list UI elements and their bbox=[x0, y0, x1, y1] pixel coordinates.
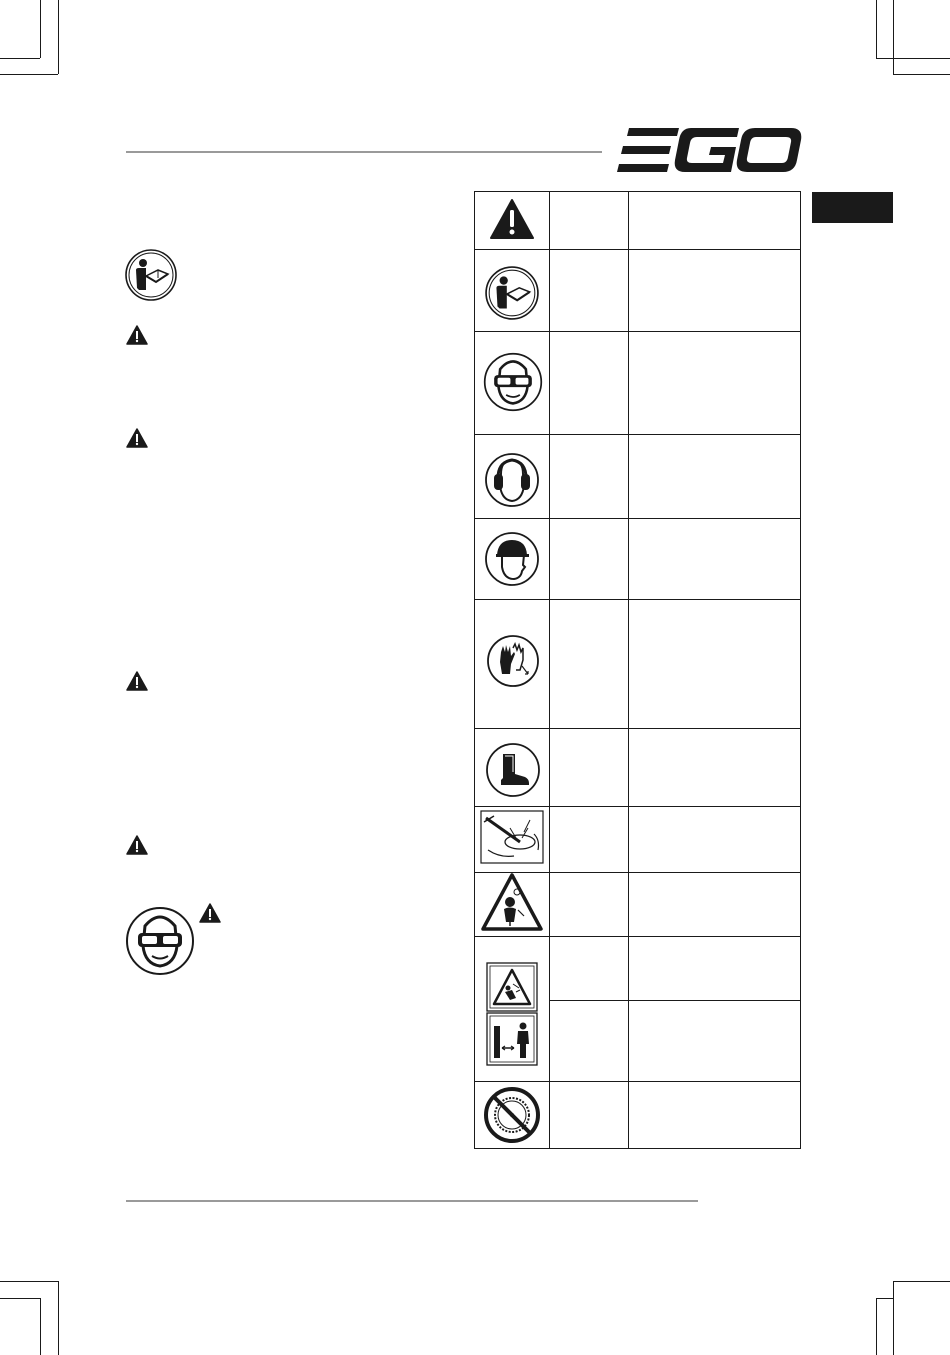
crop-mark bbox=[58, 1281, 59, 1355]
crop-mark bbox=[893, 1281, 950, 1282]
crop-mark bbox=[40, 1298, 41, 1355]
header-rule bbox=[126, 151, 602, 153]
gloves-icon bbox=[486, 634, 540, 688]
crop-mark bbox=[876, 0, 877, 58]
blade-rotation-icon bbox=[480, 810, 544, 864]
safety-boots-icon bbox=[485, 742, 541, 798]
keep-distance-icon bbox=[486, 1012, 538, 1066]
warning-triangle-icon bbox=[126, 325, 148, 345]
warning-triangle-icon bbox=[126, 671, 148, 691]
footer-rule bbox=[126, 1200, 698, 1202]
warning-triangle-icon bbox=[126, 835, 148, 855]
ear-protection-icon bbox=[484, 452, 540, 508]
crop-mark bbox=[0, 74, 58, 75]
flying-debris-icon bbox=[486, 962, 538, 1012]
crop-mark bbox=[0, 58, 40, 59]
thrown-objects-icon bbox=[480, 872, 544, 932]
crop-mark bbox=[893, 0, 894, 74]
no-saw-blade-icon bbox=[483, 1086, 541, 1144]
crop-mark bbox=[0, 1298, 40, 1299]
warning-triangle-icon bbox=[126, 428, 148, 448]
crop-mark bbox=[876, 1298, 877, 1355]
read-manual-icon bbox=[124, 248, 178, 302]
crop-mark bbox=[40, 0, 41, 58]
ego-logo bbox=[617, 128, 802, 172]
crop-mark bbox=[876, 58, 950, 59]
safety-alert-icon bbox=[489, 198, 535, 240]
crop-mark bbox=[58, 0, 59, 74]
warning-triangle-icon bbox=[199, 903, 221, 923]
crop-mark bbox=[876, 1298, 894, 1299]
eye-protection-icon bbox=[483, 352, 543, 412]
head-protection-icon bbox=[484, 531, 540, 587]
crop-mark bbox=[0, 1281, 58, 1282]
crop-mark bbox=[893, 1281, 894, 1355]
language-tab bbox=[812, 192, 893, 223]
crop-mark bbox=[893, 74, 950, 75]
read-manual-icon bbox=[484, 265, 540, 321]
eye-protection-icon bbox=[125, 906, 195, 976]
